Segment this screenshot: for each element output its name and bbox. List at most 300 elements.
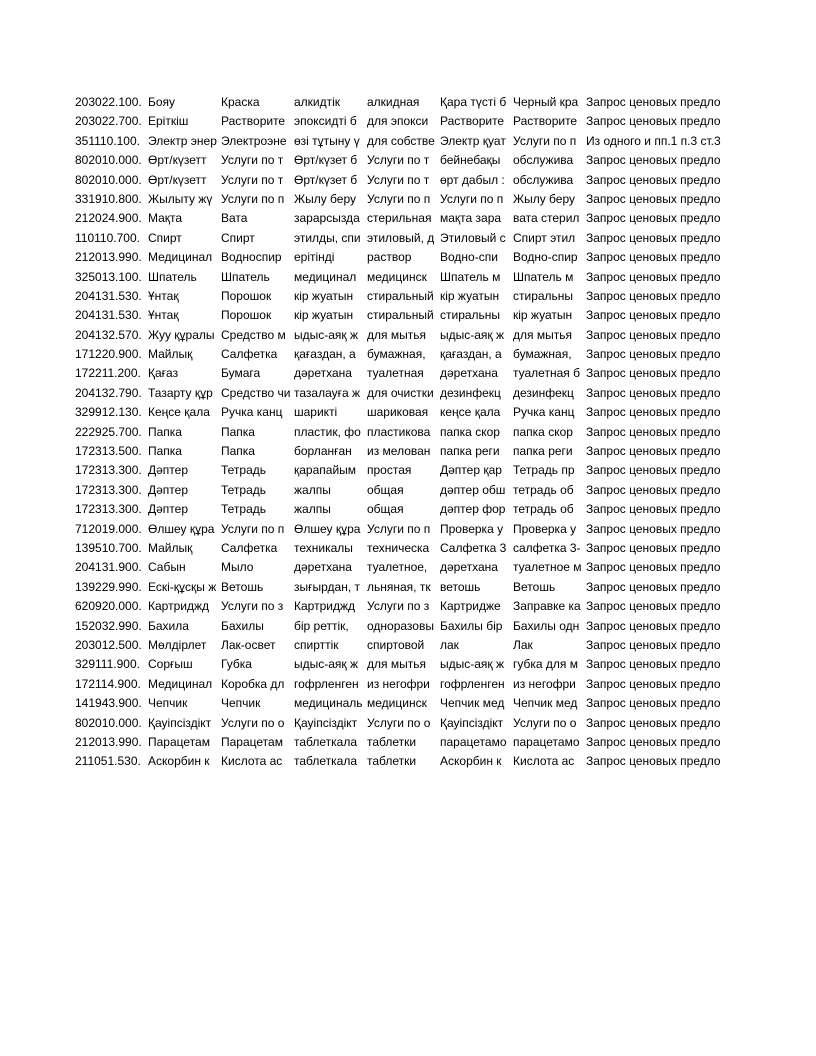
table-cell: Коробка дл [221,675,294,694]
table-cell: 204132.790. [75,384,148,403]
table-cell: өзі тұтыну ү [294,132,367,151]
table-cell: 204132.570. [75,326,148,345]
table-cell: Запрос ценовых предло [586,345,731,364]
table-cell: таблетки [367,752,440,771]
table-cell: Растворите [513,112,586,131]
table-cell: қағаздан, а [294,345,367,364]
table-cell: Ұнтақ [148,287,221,306]
table-cell: Запрос ценовых предло [586,306,731,325]
table-cell: Дәптер [148,461,221,480]
table-cell: Запрос ценовых предло [586,714,731,733]
table-cell: Қара түсті б [440,93,513,112]
table-cell: пластикова [367,423,440,442]
table-cell: Аскорбин к [148,752,221,771]
table-cell: туалетное, [367,558,440,577]
table-row [75,364,731,383]
table-cell: из мелован [367,442,440,461]
table-cell: дәретхана [294,364,367,383]
table-row [75,326,731,345]
table-cell: Өрт/күзет б [294,151,367,170]
table-cell: стиральны [513,287,586,306]
table-row [75,694,731,713]
table-cell: тетрадь об [513,481,586,500]
table-cell: бейнебақы [440,151,513,170]
table-cell: из негофри [367,675,440,694]
table-cell: 139229.990. [75,578,148,597]
table-cell: Картридже [440,597,513,616]
table-cell: дезинфекц [440,384,513,403]
table-cell: Медицинал [148,675,221,694]
table-cell: Кеңсе қала [148,403,221,422]
table-row [75,132,731,151]
table-cell: Электр қуат [440,132,513,151]
table-cell: стиральны [440,306,513,325]
table-cell: Шпатель м [513,268,586,287]
table-cell: Папка [221,423,294,442]
table-cell: общая [367,500,440,519]
table-cell: ерітінді [294,248,367,267]
table-cell: папка скор [513,423,586,442]
table-row [75,578,731,597]
table-row [75,442,731,461]
table-cell: Папка [221,442,294,461]
table-cell: қағаздан, а [440,345,513,364]
table-cell: Бахилы [221,617,294,636]
table-cell: Услуги по п [367,190,440,209]
table-row [75,461,731,480]
table-cell: ветошь [440,578,513,597]
table-cell: Запрос ценовых предло [586,461,731,480]
table-cell: кір жуатын [440,287,513,306]
table-cell: Услуги по т [221,171,294,190]
table-cell: Картриджд [148,597,221,616]
table-cell: жалпы [294,481,367,500]
table-cell: стиральный [367,287,440,306]
table-cell: стиральный [367,306,440,325]
table-row [75,500,731,519]
table-cell: Запрос ценовых предло [586,423,731,442]
table-cell: бумажная, [367,345,440,364]
table-cell: Запрос ценовых предло [586,481,731,500]
table-cell: Спирт [221,229,294,248]
table-cell: алкидтік [294,93,367,112]
table-cell: обслужива [513,171,586,190]
table-cell: Водноспир [221,248,294,267]
table-cell: Мақта [148,209,221,228]
table-cell: Қауіпсіздікт [440,714,513,733]
table-cell: стерильная [367,209,440,228]
table-cell: Услуги по о [221,714,294,733]
table-cell: 212024.900. [75,209,148,228]
table-cell: Қауіпсіздікт [148,714,221,733]
table-cell: Запрос ценовых предло [586,617,731,636]
table-row [75,423,731,442]
table-cell: Салфетка [221,539,294,558]
table-cell: бір реттік, [294,617,367,636]
table-cell: Чепчик мед [513,694,586,713]
table-cell: Услуги по о [367,714,440,733]
table-row [75,112,731,131]
table-cell: Бахилы одн [513,617,586,636]
table-row [75,597,731,616]
table-cell: Запрос ценовых предло [586,520,731,539]
table-cell: Растворите [440,112,513,131]
table-cell: Электроэне [221,132,294,151]
table-cell: Краска [221,93,294,112]
table-cell: дәретхана [294,558,367,577]
table-cell: Губка [221,655,294,674]
table-cell: для мытья [367,326,440,345]
table-cell: ыдыс-аяқ ж [294,326,367,345]
table-row [75,539,731,558]
table-cell: Кислота ас [513,752,586,771]
table-cell: Запрос ценовых предло [586,500,731,519]
table-cell: Ұнтақ [148,306,221,325]
table-cell: лак [440,636,513,655]
table-cell: Шпатель [148,268,221,287]
table-cell: Запрос ценовых предло [586,403,731,422]
table-row [75,287,731,306]
table-cell: Майлық [148,345,221,364]
table-cell: Шпатель [221,268,294,287]
table-cell: Шпатель м [440,268,513,287]
table-row [75,384,731,403]
table-cell: 802010.000. [75,171,148,190]
table-cell: 139510.700. [75,539,148,558]
table-cell: Запрос ценовых предло [586,752,731,771]
table-cell: Кислота ас [221,752,294,771]
table-cell: Өрт/күзетт [148,171,221,190]
table-cell: Дәптер [148,481,221,500]
table-cell: медицинск [367,694,440,713]
table-cell: Мыло [221,558,294,577]
table-cell: Порошок [221,287,294,306]
table-cell: Ветошь [221,578,294,597]
table-cell: медициналь [294,694,367,713]
table-cell: Услуги по п [221,190,294,209]
table-cell: для собстве [367,132,440,151]
table-cell: қарапайым [294,461,367,480]
table-cell: Жуу құралы [148,326,221,345]
table-cell: алкидная [367,93,440,112]
table-row [75,306,731,325]
table-cell: Тетрадь [221,500,294,519]
table-cell: Бумага [221,364,294,383]
table-cell: Салфетка [221,345,294,364]
table-cell: медицинск [367,268,440,287]
table-cell: Спирт этил [513,229,586,248]
table-cell: Запрос ценовых предло [586,364,731,383]
table-cell: Запрос ценовых предло [586,539,731,558]
table-cell: Услуги по п [513,132,586,151]
table-cell: Запрос ценовых предло [586,694,731,713]
table-cell: шарикті [294,403,367,422]
table-cell: Өрт/күзет б [294,171,367,190]
table-cell: ыдыс-аяқ ж [440,326,513,345]
table-cell: дезинфекц [513,384,586,403]
table-cell: жалпы [294,500,367,519]
table-cell: Папка [148,423,221,442]
table-cell: Водно-спи [440,248,513,267]
table-cell: для мытья [367,655,440,674]
table-cell: 203022.100. [75,93,148,112]
table-cell: 212013.990. [75,248,148,267]
table-cell: Запрос ценовых предло [586,655,731,674]
table-cell: из негофри [513,675,586,694]
table-cell: Аскорбин к [440,752,513,771]
table-row [75,733,731,752]
table-cell: Запрос ценовых предло [586,268,731,287]
table-cell: Порошок [221,306,294,325]
table-cell: Запрос ценовых предло [586,248,731,267]
table-cell: спиртовой [367,636,440,655]
table-cell: 212013.990. [75,733,148,752]
table-cell: Услуги по п [440,190,513,209]
table-cell: Дәптер [148,500,221,519]
table-cell: Лак [513,636,586,655]
table-cell: Проверка у [440,520,513,539]
table-cell: Средство м [221,326,294,345]
table-cell: Мөлдірлет [148,636,221,655]
table-cell: Запрос ценовых предло [586,558,731,577]
table-cell: медицинал [294,268,367,287]
table-cell: Услуги по п [367,520,440,539]
table-cell: 351110.100. [75,132,148,151]
table-cell: для мытья [513,326,586,345]
table-row [75,93,731,112]
table-cell: Өлшеу құра [148,520,221,539]
table-cell: губка для м [513,655,586,674]
table-row [75,345,731,364]
table-cell: 331910.800. [75,190,148,209]
table-cell: шариковая [367,403,440,422]
table-cell: Майлық [148,539,221,558]
table-cell: дәретхана [440,558,513,577]
table-row [75,714,731,733]
table-cell: Бахилы бір [440,617,513,636]
table-cell: Растворите [221,112,294,131]
table-cell: ыдыс-аяқ ж [294,655,367,674]
table-cell: Запрос ценовых предло [586,636,731,655]
table-cell: Запрос ценовых предло [586,733,731,752]
table-cell: техникалы [294,539,367,558]
table-cell: Услуги по т [367,151,440,170]
table-cell: Запрос ценовых предло [586,190,731,209]
table-cell: Салфетка 3 [440,539,513,558]
table-cell: мақта зара [440,209,513,228]
table-cell: тазалауға ж [294,384,367,403]
table-row [75,268,731,287]
table-cell: Запрос ценовых предло [586,209,731,228]
table-cell: 620920.000. [75,597,148,616]
table-cell: Запрос ценовых предло [586,93,731,112]
table-row [75,481,731,500]
table-cell: простая [367,461,440,480]
table-cell: борланған [294,442,367,461]
table-cell: эпоксидті б [294,112,367,131]
table-cell: кеңсе қала [440,403,513,422]
table-cell: 329111.900. [75,655,148,674]
table-cell: Ручка канц [513,403,586,422]
table-cell: Чепчик мед [440,694,513,713]
table-cell: ыдыс-аяқ ж [440,655,513,674]
table-cell: раствор [367,248,440,267]
table-cell: Тетрадь пр [513,461,586,480]
table-cell: Запрос ценовых предло [586,151,731,170]
table-cell: этиловый, д [367,229,440,248]
table-cell: 141943.900. [75,694,148,713]
table-cell: Чепчик [148,694,221,713]
table-cell: 172313.300. [75,500,148,519]
table-cell: 204131.530. [75,287,148,306]
table-row [75,151,731,170]
table-row [75,403,731,422]
table-cell: 171220.900. [75,345,148,364]
table-cell: 203022.700. [75,112,148,131]
table-cell: Жылыту жү [148,190,221,209]
table-cell: 172313.300. [75,461,148,480]
table-cell: Запрос ценовых предло [586,597,731,616]
table-cell: Тетрадь [221,461,294,480]
table-row [75,675,731,694]
table-cell: общая [367,481,440,500]
table-cell: Медицинал [148,248,221,267]
table-cell: Сабын [148,558,221,577]
table-cell: 325013.100. [75,268,148,287]
table-cell: Дәптер қар [440,461,513,480]
table-cell: Запрос ценовых предло [586,287,731,306]
table-cell: Запрос ценовых предло [586,675,731,694]
table-cell: 802010.000. [75,714,148,733]
table-cell: Еріткіш [148,112,221,131]
table-cell: таблеткала [294,752,367,771]
table-cell: Этиловый с [440,229,513,248]
table-cell: 329912.130. [75,403,148,422]
table-cell: Тазарту құр [148,384,221,403]
table-cell: Проверка у [513,520,586,539]
table-cell: Запрос ценовых предло [586,112,731,131]
table-cell: Средство чи [221,384,294,403]
table-cell: папка реги [440,442,513,461]
table-cell: 211051.530. [75,752,148,771]
table-cell: туалетная [367,364,440,383]
table-cell: для эпокси [367,112,440,131]
table-cell: кір жуатын [513,306,586,325]
table-cell: салфетка 3- [513,539,586,558]
table-cell: таблеткала [294,733,367,752]
table-cell: гофрленген [440,675,513,694]
table-cell: кір жуатын [294,306,367,325]
table-cell: Запрос ценовых предло [586,442,731,461]
table-row [75,190,731,209]
table-cell: тетрадь об [513,500,586,519]
table-cell: 712019.000. [75,520,148,539]
table-cell: Услуги по п [221,520,294,539]
table-row [75,229,731,248]
table-cell: 172211.200. [75,364,148,383]
table-cell: Электр энер [148,132,221,151]
table-row [75,171,731,190]
table-cell: техническа [367,539,440,558]
table-cell: дәптер обш [440,481,513,500]
table-cell: Из одного и пп.1 п.3 ст.3 [586,132,731,151]
table-cell: Лак-освет [221,636,294,655]
table-cell: вата стерил [513,209,586,228]
table-cell: 110110.700. [75,229,148,248]
table-cell: Өлшеу құра [294,520,367,539]
table-cell: Жылу беру [513,190,586,209]
table-cell: спирттік [294,636,367,655]
table-cell: Парацетам [148,733,221,752]
table-cell: Сорғыш [148,655,221,674]
table-cell: зығырдан, т [294,578,367,597]
table-cell: 152032.990. [75,617,148,636]
table-cell: 172114.900. [75,675,148,694]
table-cell: Картриджд [294,597,367,616]
table-cell: папка скор [440,423,513,442]
table-cell: 203012.500. [75,636,148,655]
table-cell: дәретхана [440,364,513,383]
table-cell: Запрос ценовых предло [586,171,731,190]
table-cell: таблетки [367,733,440,752]
table-cell: Спирт [148,229,221,248]
table-cell: папка реги [513,442,586,461]
table-cell: Ручка канц [221,403,294,422]
table-cell: Услуги по з [367,597,440,616]
table-cell: Услуги по т [221,151,294,170]
table-cell: Услуги по о [513,714,586,733]
table-cell: Папка [148,442,221,461]
table-cell: дәптер фор [440,500,513,519]
table-cell: Парацетам [221,733,294,752]
table-row [75,248,731,267]
table-cell: 204131.900. [75,558,148,577]
table-cell: гофрленген [294,675,367,694]
table-cell: Услуги по т [367,171,440,190]
table-cell: 222925.700. [75,423,148,442]
table-cell: льняная, тк [367,578,440,597]
table-row [75,617,731,636]
table-cell: парацетамо [440,733,513,752]
table-cell: Вата [221,209,294,228]
table-cell: одноразовы [367,617,440,636]
table-cell: Қағаз [148,364,221,383]
table-row [75,209,731,228]
table-cell: 204131.530. [75,306,148,325]
table-cell: Услуги по з [221,597,294,616]
table-cell: туалетная б [513,364,586,383]
table-row [75,655,731,674]
table-cell: Бахила [148,617,221,636]
table-cell: Черный кра [513,93,586,112]
table-cell: Чепчик [221,694,294,713]
table-cell: 802010.000. [75,151,148,170]
table-cell: пластик, фо [294,423,367,442]
table-cell: Өрт/күзетт [148,151,221,170]
table-cell: туалетное м [513,558,586,577]
table-cell: Водно-спир [513,248,586,267]
table-cell: Запрос ценовых предло [586,384,731,403]
table-cell: Қауіпсіздікт [294,714,367,733]
table-cell: этилды, спи [294,229,367,248]
table-cell: Ветошь [513,578,586,597]
table-cell: Бояу [148,93,221,112]
table-cell: парацетамо [513,733,586,752]
table-cell: өрт дабыл : [440,171,513,190]
table-cell: Запрос ценовых предло [586,326,731,345]
table-cell: Тетрадь [221,481,294,500]
table-cell: Ескі-құсқы ж [148,578,221,597]
